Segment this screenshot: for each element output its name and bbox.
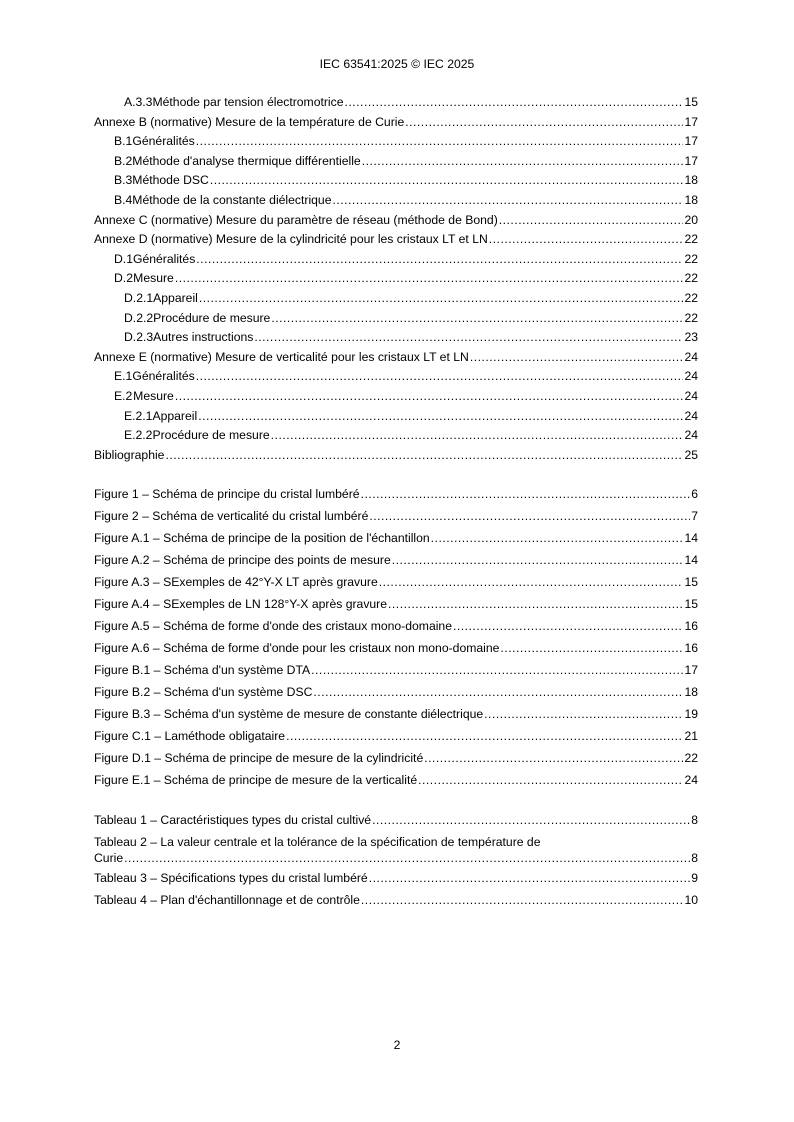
dot-leader (175, 387, 684, 407)
toc-entry[interactable] (94, 113, 698, 133)
figure-entry[interactable] (94, 703, 698, 725)
figure-entry-title: Figure A.4 – SExemples de LN 128°Y-X après gravure (94, 597, 388, 612)
toc-entry-number: B.2 (114, 153, 133, 168)
dot-leader (470, 348, 684, 368)
toc-entry-title: Méthode par tension électromotrice (152, 95, 344, 109)
toc-entry[interactable] (94, 289, 698, 309)
dot-leader (199, 289, 684, 309)
toc-entry-number: E.1 (114, 369, 133, 384)
figure-entry-title: Figure D.1 – Schéma de principe de mesure de la cylindricité (94, 751, 424, 766)
toc-entry-number: B.1 (114, 134, 133, 149)
toc-entry-page: 18 (684, 192, 698, 207)
toc-entry-page: 22 (684, 232, 698, 247)
toc-entry[interactable] (94, 387, 698, 407)
toc-entry-page: 15 (684, 95, 698, 109)
toc-entry-page: 24 (684, 388, 698, 403)
figure-entry-page: 18 (684, 685, 698, 700)
toc-entry[interactable] (94, 367, 698, 387)
dot-leader (313, 681, 683, 703)
section-gap (94, 791, 698, 809)
toc-entry[interactable] (94, 426, 698, 446)
table-entry-continuation (94, 850, 698, 867)
dot-leader (196, 250, 683, 270)
toc-entry-number: D.2.2 (124, 310, 154, 325)
toc-entry-title: Méthode DSC (132, 173, 209, 188)
toc-entry[interactable] (94, 211, 698, 231)
dot-leader (484, 703, 683, 725)
toc-entry-title: Annexe E (normative) Mesure de verticalité pour les cristaux LT et LN (94, 349, 469, 364)
toc-entry-page: 17 (684, 114, 698, 129)
toc-entry-page: 24 (684, 408, 698, 423)
dot-leader (286, 725, 683, 747)
dot-leader (254, 328, 683, 348)
dot-leader (499, 211, 684, 231)
table-entry-title: Tableau 3 – Spécifications types du cristal lumbéré (94, 871, 368, 886)
toc-entry-number: E.2.1 (124, 408, 153, 423)
toc-entry-number: B.3 (114, 173, 133, 188)
toc-entry-title: Méthode d'analyse thermique différentielle (132, 153, 361, 168)
figure-entry-page: 14 (684, 531, 698, 546)
toc-entry[interactable] (94, 152, 698, 172)
toc-entry[interactable] (94, 132, 698, 152)
dot-leader (424, 747, 683, 769)
toc-entry-title: Généralités (132, 251, 196, 266)
figure-entry-page: 24 (684, 773, 698, 788)
toc-entry-page: 24 (684, 369, 698, 384)
toc-entry[interactable] (94, 446, 698, 466)
toc-entry[interactable] (94, 171, 698, 191)
dot-leader (489, 230, 684, 250)
dot-leader (369, 867, 691, 889)
dot-leader (124, 850, 690, 866)
figure-entry-page: 14 (684, 553, 698, 568)
toc-entry-page: 17 (684, 134, 698, 149)
page-header: IEC 63541:2025 © IEC 2025 (319, 57, 475, 71)
toc-entry-page: 20 (684, 212, 698, 227)
figure-entry[interactable] (94, 549, 698, 571)
figure-entry-page: 22 (684, 751, 698, 766)
dot-leader (362, 152, 684, 172)
figure-entry[interactable] (94, 769, 698, 791)
toc-entry-page: 18 (684, 173, 698, 188)
table-entry-page: 10 (684, 893, 698, 908)
toc-entry-title: Annexe C (normative) Mesure du paramètre de réseau (méthode de Bond) (94, 212, 498, 227)
toc-entry-page: 22 (684, 251, 698, 266)
toc-entry-title: Généralités (132, 369, 195, 384)
figure-entry[interactable] (94, 659, 698, 681)
figure-entry-title: Figure A.6 – Schéma de forme d'onde pour les cristaux non mono-domaine (94, 641, 500, 656)
table-entry-page: 9 (691, 871, 698, 886)
toc-entry-page: 24 (684, 428, 698, 443)
toc-entry-page: 25 (684, 447, 698, 462)
figure-entry-title: Figure B.2 – Schéma d'un système DSC (94, 685, 313, 700)
toc-entry-page: 22 (684, 290, 698, 305)
toc-entry[interactable] (94, 250, 698, 270)
table-of-contents (94, 93, 698, 911)
toc-entry-page: 24 (684, 349, 698, 364)
toc-entry-title: Appareil (153, 290, 198, 305)
dot-leader (431, 527, 684, 549)
figure-entry[interactable] (94, 527, 698, 549)
toc-entry-number: E.2 (114, 388, 133, 403)
toc-entry[interactable] (94, 269, 698, 289)
toc-entry[interactable] (94, 230, 698, 250)
dot-leader (405, 113, 683, 133)
toc-entry-title: Procédure de mesure (152, 428, 270, 443)
figure-entry-page: 16 (684, 619, 698, 634)
toc-entry-number: D.1 (114, 251, 133, 266)
dot-leader (379, 571, 684, 593)
figure-entry-title: Figure A.3 – SExemples de 42°Y-X LT après gravure (94, 575, 378, 590)
dot-leader (388, 593, 683, 615)
toc-entry[interactable] (94, 407, 698, 427)
dot-leader (210, 171, 684, 191)
toc-entry[interactable] (94, 348, 698, 368)
toc-entry-number: D.2.3 (124, 330, 154, 345)
figure-entry-title: Figure 2 – Schéma de verticalité du cristal lumbéré (94, 509, 369, 524)
table-entry-title-line1: Tableau 2 – La valeur centrale et la tolérance de la spécification de température de (94, 835, 541, 850)
toc-entry-page: 22 (684, 310, 698, 325)
figure-entry-page: 21 (684, 729, 698, 744)
toc-entry-title: Généralités (132, 134, 195, 149)
dot-leader (361, 483, 691, 505)
table-entry[interactable] (94, 867, 698, 889)
dot-leader (369, 505, 690, 527)
toc-entry-number: E.2.2 (124, 428, 153, 443)
figure-entry-page: 6 (691, 487, 698, 502)
toc-entry-title: Annexe B (normative) Mesure de la température de Curie (94, 114, 405, 129)
dot-leader (392, 549, 684, 571)
figure-entry-title: Figure A.5 – Schéma de forme d'onde des cristaux mono-domaine (94, 619, 452, 634)
table-entry[interactable] (94, 809, 698, 831)
figure-entry-title: Figure A.2 – Schéma de principe des points de mesure (94, 553, 391, 568)
toc-entry-title: Autres instructions (153, 330, 254, 345)
toc-entry-number: A.3.3 (124, 95, 153, 109)
table-entry[interactable] (94, 889, 698, 911)
figure-entry[interactable] (94, 637, 698, 659)
toc-entry[interactable] (94, 93, 698, 113)
list-of-figures (94, 483, 698, 791)
toc-entry-title: Bibliographie (94, 447, 165, 462)
toc-entry-title: Méthode de la constante diélectrique (132, 192, 332, 207)
list-of-tables (94, 809, 698, 911)
dot-leader (361, 889, 684, 911)
figure-entry[interactable] (94, 615, 698, 637)
figure-entry[interactable] (94, 505, 698, 527)
toc-entry[interactable] (94, 328, 698, 348)
figure-entry-title: Figure E.1 – Schéma de principe de mesure de la verticalité (94, 773, 418, 788)
dot-leader (196, 367, 684, 387)
table-entry-title: Tableau 4 – Plan d'échantillonnage et de contrôle (94, 893, 360, 908)
dot-leader (333, 191, 684, 211)
toc-entry-number: D.2 (114, 271, 133, 286)
figure-entry-page: 15 (684, 575, 698, 590)
toc-entry-page: 23 (684, 330, 698, 345)
toc-entry-title: Mesure (133, 271, 174, 286)
dot-leader (311, 659, 683, 681)
dot-leader (372, 809, 690, 831)
toc-entry-number: B.4 (114, 192, 133, 207)
dot-leader (345, 93, 684, 113)
toc-entry-number: D.2.1 (124, 290, 154, 305)
figure-entry[interactable] (94, 571, 698, 593)
figure-entry-page: 16 (684, 641, 698, 656)
figure-entry-page: 19 (684, 707, 698, 722)
table-entry-title: Tableau 1 – Caractéristiques types du cristal cultivé (94, 813, 372, 828)
figure-entry-title: Figure 1 – Schéma de principe du cristal lumbéré (94, 487, 360, 502)
toc-entry-title: Annexe D (normative) Mesure de la cylindricité pour les cristaux LT et LN (94, 232, 488, 247)
figure-entry-title: Figure B.3 – Schéma d'un système de mesure de constante diélectrique (94, 707, 484, 722)
table-entry-page: 8 (691, 851, 698, 866)
figure-entry-title: Figure A.1 – Schéma de principe de la position de l'échantillon (94, 531, 430, 546)
toc-entry-title: Mesure (133, 388, 174, 403)
dot-leader (453, 615, 683, 637)
table-entry-page: 8 (691, 813, 698, 828)
figure-entry[interactable] (94, 593, 698, 615)
toc-entry[interactable] (94, 191, 698, 211)
dot-leader (198, 407, 683, 427)
toc-entry[interactable] (94, 309, 698, 329)
dot-leader (271, 426, 684, 446)
dot-leader (165, 446, 683, 466)
figure-entry[interactable] (94, 747, 698, 769)
dot-leader (196, 132, 684, 152)
figure-entry-page: 15 (684, 597, 698, 612)
toc-entry-page: 17 (684, 153, 698, 168)
toc-entry-title: Procédure de mesure (153, 310, 271, 325)
figure-entry-page: 7 (691, 509, 698, 524)
dot-leader (418, 769, 683, 791)
dot-leader (271, 309, 683, 329)
figure-entry[interactable] (94, 725, 698, 747)
figure-entry[interactable] (94, 681, 698, 703)
toc-sections (94, 93, 698, 465)
page-number: 2 (393, 1038, 401, 1052)
dot-leader (500, 637, 683, 659)
figure-entry-page: 17 (684, 663, 698, 678)
table-entry-title-line2: Curie (94, 851, 124, 866)
figure-entry[interactable] (94, 483, 698, 505)
figure-entry-title: Figure C.1 – Laméthode obligataire (94, 729, 286, 744)
figure-entry-title: Figure B.1 – Schéma d'un système DTA (94, 663, 311, 678)
table-entry[interactable] (94, 831, 698, 867)
toc-entry-page: 22 (684, 271, 698, 286)
toc-entry-title: Appareil (152, 408, 198, 423)
dot-leader (175, 269, 684, 289)
section-gap (94, 465, 698, 483)
